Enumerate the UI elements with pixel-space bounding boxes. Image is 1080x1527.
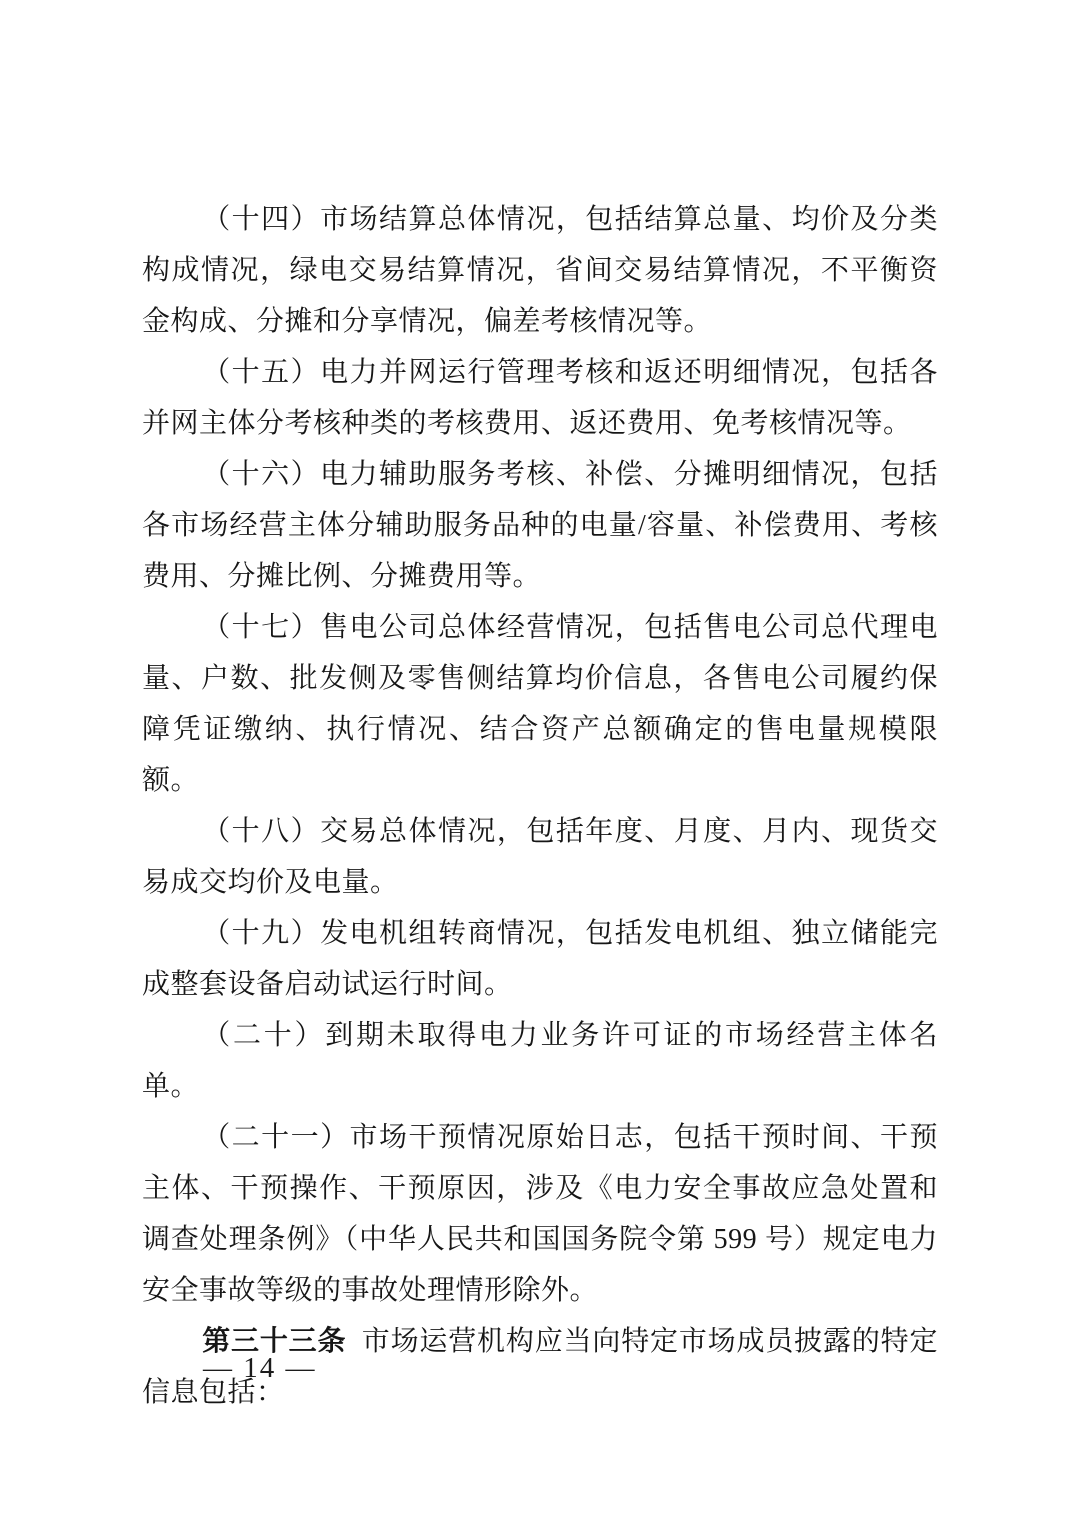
- paragraph-item-21: （二十一）市场干预情况原始日志，包括干预时间、干预主体、干预操作、干预原因，涉及《电力安全事故应急处置和调查处理条例》（中华人民共和国国务院令第 599 号）规定电力安全事故等级的事故处理情形除外。: [142, 1122, 938, 1306]
- page-number: — 14 —: [203, 1352, 317, 1384]
- paragraph-item-14: （十四）市场结算总体情况，包括结算总量、均价及分类构成情况，绿电交易结算情况，省间交易结算情况，不平衡资金构成、分摊和分享情况，偏差考核情况等。: [142, 204, 938, 337]
- paragraph-item-18: （十八）交易总体情况，包括年度、月度、月内、现货交易成交均价及电量。: [142, 816, 938, 898]
- paragraph-item-19: （十九）发电机组转商情况，包括发电机组、独立储能完成整套设备启动试运行时间。: [142, 918, 938, 1000]
- paragraph-item-15: （十五）电力并网运行管理考核和返还明细情况，包括各并网主体分考核种类的考核费用、返还费用、免考核情况等。: [142, 357, 938, 439]
- paragraph-item-17: （十七）售电公司总体经营情况，包括售电公司总代理电量、户数、批发侧及零售侧结算均价信息，各售电公司履约保障凭证缴纳、执行情况、结合资产总额确定的售电量规模限额。: [142, 612, 938, 796]
- document-body: [142, 194, 938, 1418]
- paragraph-item-20: （二十）到期未取得电力业务许可证的市场经营主体名单。: [142, 1020, 938, 1102]
- article-33-number: 第三十三条: [202, 1326, 347, 1357]
- paragraph-item-16: （十六）电力辅助服务考核、补偿、分摊明细情况，包括各市场经营主体分辅助服务品种的电量/容量、补偿费用、考核费用、分摊比例、分摊费用等。: [142, 459, 938, 592]
- article-33-text: 市场运营机构应当向特定市场成员披露的特定信息包括：: [142, 1326, 938, 1408]
